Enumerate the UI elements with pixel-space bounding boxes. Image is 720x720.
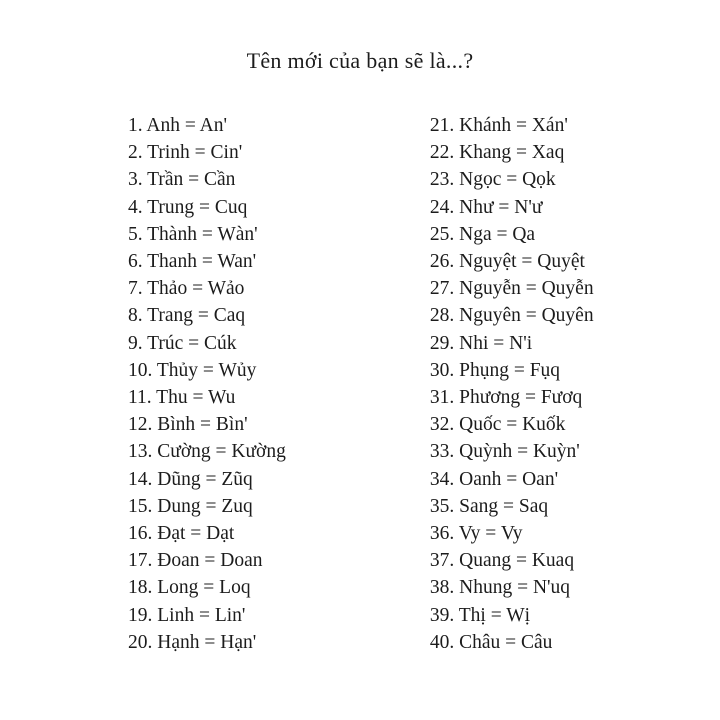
list-item: 37. Quang = Kuaq <box>429 550 575 572</box>
list-item: 20. Hạnh = Hạn' <box>128 631 257 653</box>
list-item: 31. Phương = Fươq <box>429 387 583 409</box>
list-item: 38. Nhung = N'uq <box>429 577 571 599</box>
list-item: 39. Thị = Wị <box>429 604 531 626</box>
list-item: 22. Khang = Xaq <box>429 142 565 164</box>
list-item: 30. Phụng = Fụq <box>429 359 561 381</box>
list-item: 12. Bình = Bìn' <box>128 414 248 436</box>
list-item: 25. Nga = Qa <box>429 223 536 245</box>
list-item: 29. Nhi = N'i <box>429 332 533 354</box>
list-item: 14. Dũng = Zũq <box>128 468 253 490</box>
list-item: 11. Thu = Wu <box>128 387 236 409</box>
list-item: 3. Trần = Cần <box>128 169 236 191</box>
list-item: 8. Trang = Caq <box>128 305 246 327</box>
list-item: 28. Nguyên = Quyên <box>429 305 594 327</box>
name-list-column-right <box>430 112 594 656</box>
list-item: 5. Thành = Wàn' <box>128 223 258 245</box>
list-item: 26. Nguyệt = Quyệt <box>429 251 585 273</box>
list-item: 13. Cường = Kường <box>128 441 286 463</box>
list-item: 21. Khánh = Xán' <box>429 115 568 136</box>
list-item: 6. Thanh = Wan' <box>128 251 257 273</box>
list-item: 2. Trinh = Cin' <box>128 142 243 164</box>
list-item: 4. Trung = Cuq <box>128 196 248 218</box>
list-item: 23. Ngọc = Qọk <box>429 169 556 191</box>
list-item: 9. Trúc = Cúk <box>128 332 237 354</box>
list-item: 36. Vy = Vy <box>429 523 523 545</box>
list-item: 16. Đạt = Dạt <box>128 523 235 545</box>
list-item: 34. Oanh = Oan' <box>429 468 559 490</box>
list-item: 10. Thủy = Wủy <box>128 359 257 381</box>
list-item: 7. Thảo = Wảo <box>128 278 245 300</box>
list-item: 35. Sang = Saq <box>429 495 549 517</box>
list-item: 24. Như = N'ư <box>429 196 543 218</box>
list-item: 18. Long = Loq <box>128 577 251 599</box>
list-item: 27. Nguyễn = Quyễn <box>429 278 594 300</box>
list-item: 15. Dung = Zuq <box>128 495 253 517</box>
list-item: 40. Châu = Câu <box>429 631 553 653</box>
list-item: 19. Linh = Lin' <box>128 604 246 626</box>
list-item: 17. Đoan = Doan <box>128 550 263 572</box>
name-list <box>0 74 720 656</box>
page-title: Tên mới của bạn sẽ là...? <box>246 48 474 73</box>
list-item: 32. Quốc = Kuốk <box>429 414 566 436</box>
name-list-column-left <box>128 112 286 656</box>
list-item: 33. Quỳnh = Kuỳn' <box>429 441 580 463</box>
list-item: 1. Anh = An' <box>128 115 228 136</box>
